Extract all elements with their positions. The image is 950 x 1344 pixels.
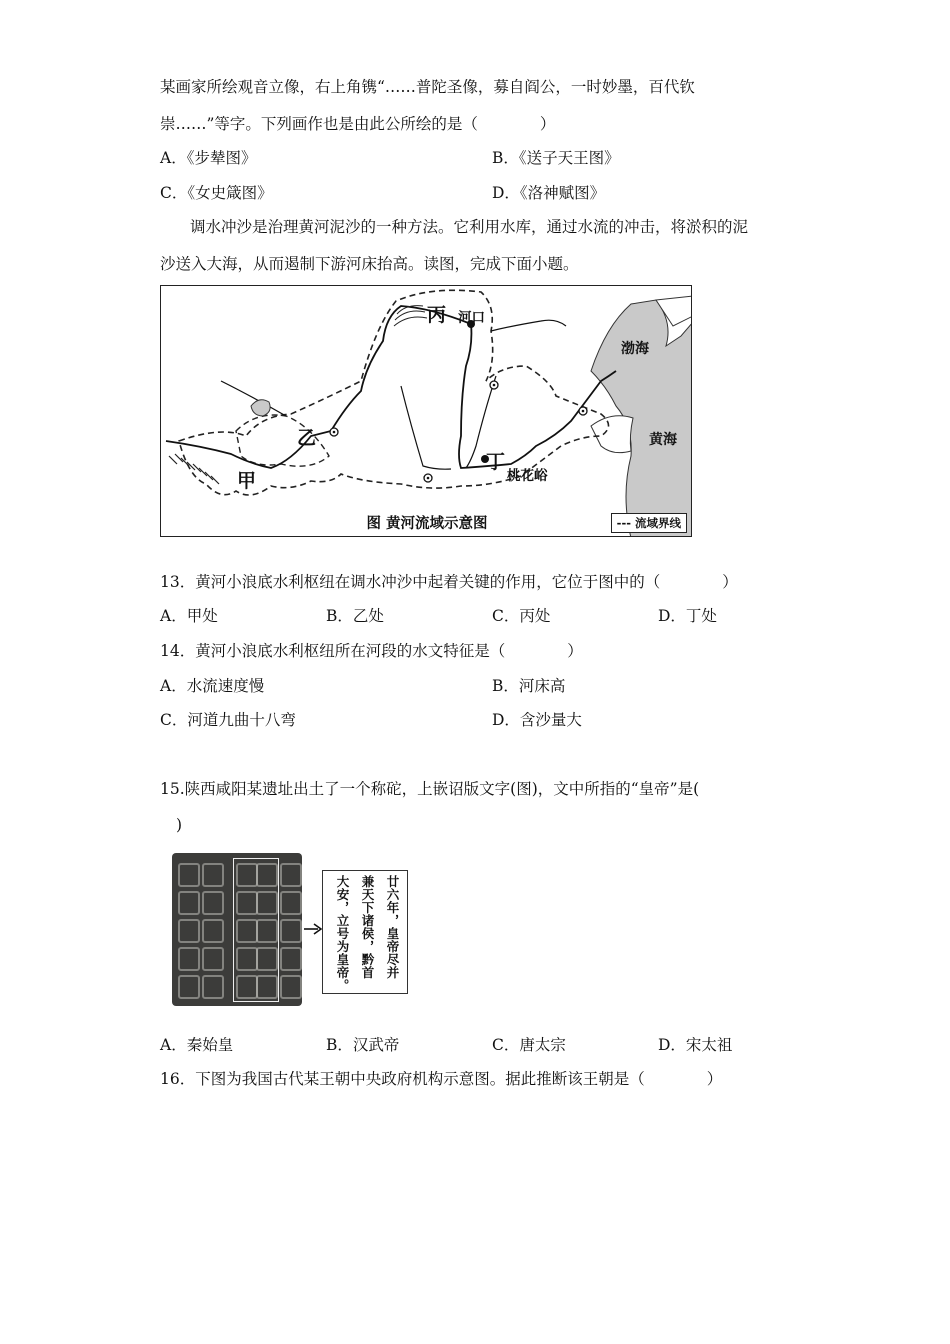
bronze-tablet-image (172, 853, 302, 1006)
tributary-north (491, 320, 566, 331)
q13-option-c[interactable]: C．丙处 (492, 607, 551, 625)
station-markers (330, 381, 587, 482)
label-bing: 丙 (427, 304, 447, 326)
q12-option-b[interactable]: B．《送子天王图》 (492, 149, 620, 167)
q15-option-c[interactable]: C．唐太宗 (492, 1036, 566, 1054)
tablet-highlight-frame (233, 858, 279, 1002)
q14-option-a[interactable]: A．水流速度慢 (160, 677, 265, 695)
map-legend: --- 流域界线 (611, 513, 687, 533)
label-hekou: 河口 (458, 310, 485, 326)
q12-option-a[interactable]: A．《步辇图》 (160, 149, 257, 167)
q14-option-b[interactable]: B．河床高 (492, 677, 566, 695)
q12-stem-line1: 某画家所绘观音立像，右上角镌“……普陀圣像，募自阎公，一时妙墨，百代钦 (160, 78, 695, 96)
shandong-peninsula (591, 416, 633, 453)
q15-option-a[interactable]: A．秦始皇 (160, 1036, 234, 1054)
label-taohuayu: 桃花峪 (507, 468, 548, 484)
tributary-wei (401, 386, 451, 469)
yellow-river-map (160, 285, 692, 537)
q15-option-d[interactable]: D．宋太祖 (658, 1036, 733, 1054)
label-ding: 丁 (486, 451, 506, 473)
label-huanghai: 黄海 (649, 432, 677, 448)
material-line1: 调水冲沙是治理黄河泥沙的一种方法。它利用水库，通过水流的冲击，将淤积的泥 (190, 218, 749, 236)
q15-stem-line2: ) (176, 816, 183, 834)
q13-option-a[interactable]: A．甲处 (160, 607, 218, 625)
q14-option-d[interactable]: D．含沙量大 (492, 711, 582, 729)
label-bohai: 渤海 (621, 341, 649, 357)
q12-option-c[interactable]: C．《女史箴图》 (160, 184, 273, 202)
q13-stem: 13．黄河小浪底水利枢纽在调水冲沙中起着关键的作用，它位于图中的（ ） (160, 573, 738, 591)
q16-stem: 16．下图为我国古代某王朝中央政府机构示意图。据此推断该王朝是（ ） (160, 1070, 723, 1088)
inscription-col1: 廿六年，皇帝尽并 (385, 875, 400, 979)
label-yi: 乙 (297, 427, 317, 449)
mountain-hatch (169, 454, 219, 484)
q14-option-c[interactable]: C．河道九曲十八弯 (160, 711, 296, 729)
map-caption: 图 黄河流域示意图 (366, 516, 488, 532)
q13-option-b[interactable]: B．乙处 (326, 607, 384, 625)
q12-option-d[interactable]: D．《洛神赋图》 (492, 184, 606, 202)
inscription-box (322, 870, 408, 994)
inscription-col2: 兼天下诸侯，黔首 (360, 875, 375, 979)
material-line2: 沙送入大海，从而遏制下游河床抬高。读图，完成下面小题。 (160, 255, 579, 273)
q15-stem-line1: 15.陕西咸阳某遗址出土了一个称砣，上嵌诏版文字(图)，文中所指的“皇帝”是( (160, 780, 700, 798)
q13-option-d[interactable]: D．丁处 (658, 607, 717, 625)
arrow-right-icon (304, 923, 322, 935)
qinghai-lake (251, 400, 270, 416)
inscription-col3: 大安，立号为皇帝。 (335, 875, 350, 992)
q15-option-b[interactable]: B．汉武帝 (326, 1036, 400, 1054)
label-jia: 甲 (237, 470, 257, 492)
q14-stem: 14．黄河小浪底水利枢纽所在河段的水文特征是（ ） (160, 642, 583, 660)
q12-stem-line2: 崇……”等字。下列画作也是由此公所绘的是（ ） (160, 115, 556, 133)
